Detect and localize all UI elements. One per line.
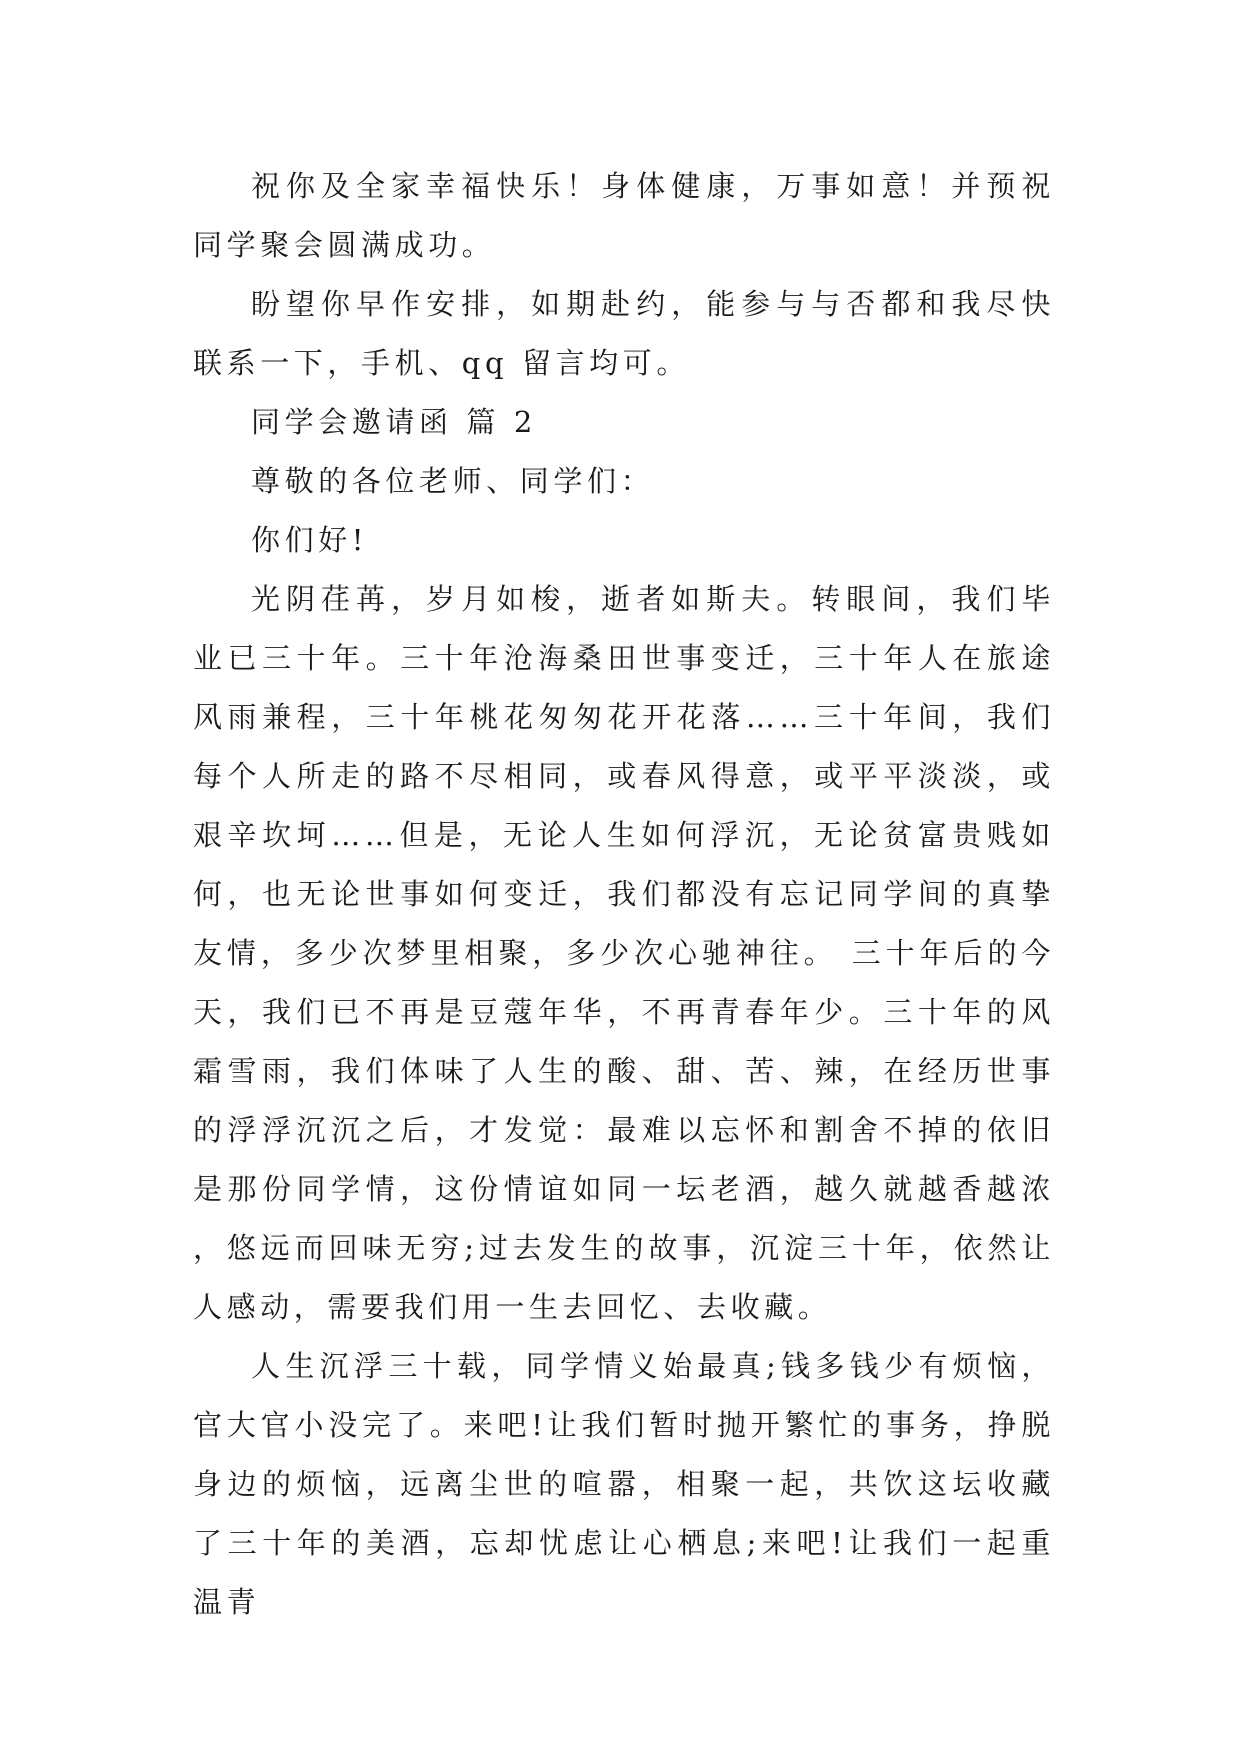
body-paragraph-thirty-years: 光阴荏苒，岁月如梭，逝者如斯夫。转眼间，我们毕业已三十年。三十年沧海桑田世事变迁，三十年人在旅途风雨兼程，三十年桃花匆匆花开花落……三十年间，我们每个人所走的路不尽相同，或春风得意，或平平淡淡，或艰辛坎坷……但是，无论人生如何浮沉，无论贫富贵贱如何，也无论世事如何变迁，我们都没有忘记同学间的真挚友情，多少次梦里相聚，多少次心驰神往。 三十年后的今天，我们已不再是豆蔻年华，不再青春年少。三十年的风霜雪雨，我们体味了人生的酸、甜、苦、辣，在经历世事的浮浮沉沉之后，才发觉：最难以忘怀和割舍不掉的依旧是那份同学情，这份情谊如同一坛老酒，越久就越香越浓，悠远而回味无穷;过去发生的故事，沉淀三十年，依然让人感动，需要我们用一生去回忆、去收藏。 (193, 582, 1055, 1324)
document-body (193, 157, 1055, 1632)
body-paragraph-invitation: 人生沉浮三十载，同学情义始最真;钱多钱少有烦恼，官大官小没完了。来吧!让我们暂时抛开繁忙的事务，挣脱身边的烦恼，远离尘世的喧嚣，相聚一起，共饮这坛收藏了三十年的美酒，忘却忧虑让心栖息;来吧!让我们一起重温青 (193, 1349, 1055, 1619)
rsvp-request-paragraph: 盼望你早作安排，如期赴约，能参与与否都和我尽快联系一下，手机、qq 留言均可。 (193, 287, 1055, 380)
salutation-line: 尊敬的各位老师、同学们： (251, 464, 655, 498)
closing-wishes-paragraph: 祝你及全家幸福快乐！身体健康，万事如意！并预祝同学聚会圆满成功。 (193, 169, 1055, 262)
section-title: 同学会邀请函 篇 2 (251, 405, 537, 439)
greeting-line: 你们好! (251, 523, 369, 557)
